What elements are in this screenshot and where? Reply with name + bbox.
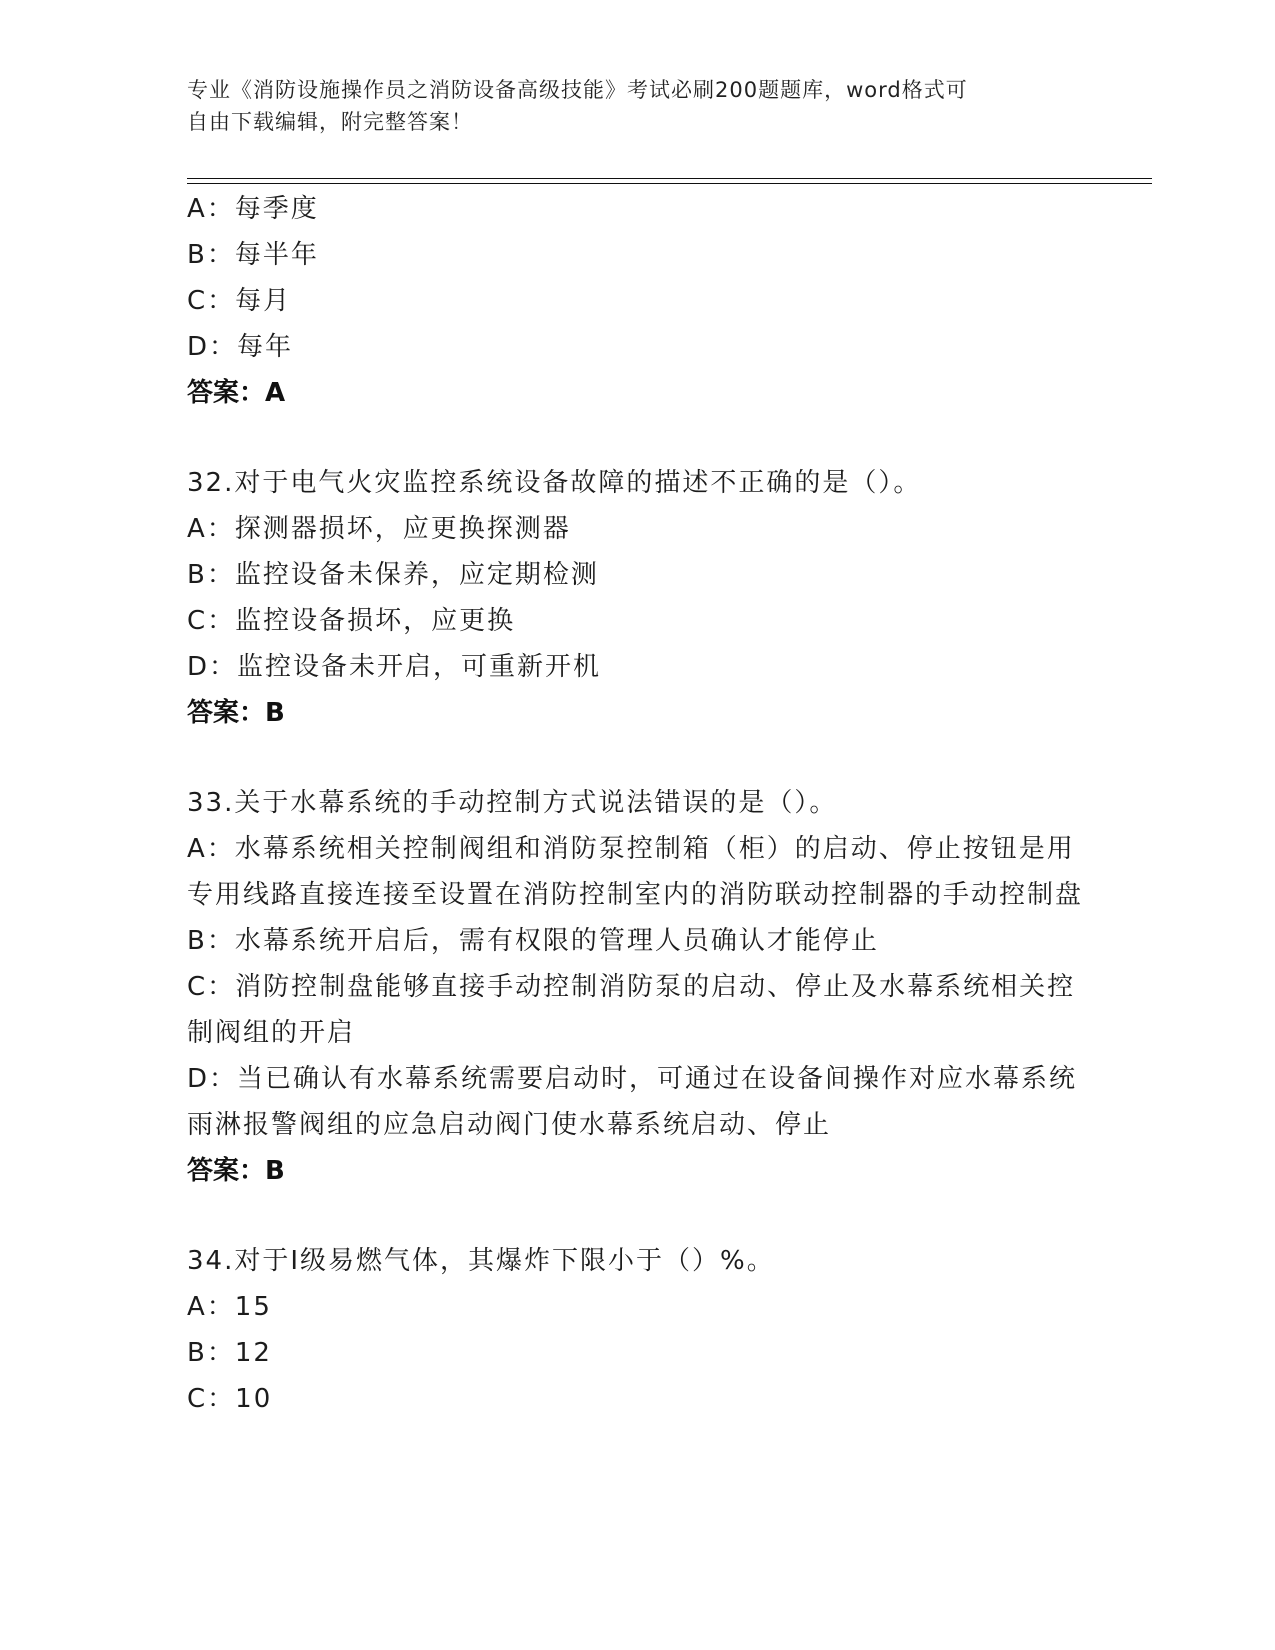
option-b: B：每半年 — [187, 240, 319, 270]
option-d: D：当已确认有水幕系统需要启动时，可通过在设备间操作对应水幕系统雨淋报警阀组的应急启动阀门使水幕系统启动、停止 — [187, 1064, 1078, 1140]
question-stem: 33.关于水幕系统的手动控制方式说法错误的是（）。 — [187, 788, 838, 818]
header-line-2: 自由下载编辑，附完整答案！ — [187, 110, 473, 134]
question-33 — [187, 780, 1087, 1194]
question-list — [187, 186, 1087, 1422]
question-stem: 32.对于电气火灾监控系统设备故障的描述不正确的是（）。 — [187, 468, 922, 498]
option-c: C：10 — [187, 1384, 273, 1414]
option-c: C：消防控制盘能够直接手动控制消防泵的启动、停止及水幕系统相关控制阀组的开启 — [187, 972, 1076, 1048]
option-b: B：水幕系统开启后，需有权限的管理人员确认才能停止 — [187, 926, 879, 956]
answer: 答案：B — [187, 698, 285, 728]
header-divider-bottom — [187, 183, 1152, 184]
header-divider-top — [187, 178, 1152, 179]
option-b: B：监控设备未保养，应定期检测 — [187, 560, 599, 590]
document-header — [187, 74, 1087, 138]
question-31 — [187, 186, 1087, 416]
option-a: A：水幕系统相关控制阀组和消防泵控制箱（柜）的启动、停止按钮是用专用线路直接连接至设置在消防控制室内的消防联动控制器的手动控制盘 — [187, 834, 1084, 910]
question-34 — [187, 1238, 1087, 1422]
option-d: D：每年 — [187, 332, 294, 362]
option-c: C：监控设备损坏，应更换 — [187, 606, 516, 636]
option-c: C：每月 — [187, 286, 292, 316]
answer: 答案：A — [187, 378, 286, 408]
option-d: D：监控设备未开启，可重新开机 — [187, 652, 602, 682]
option-a: A：15 — [187, 1292, 272, 1322]
question-stem: 34.对于Ⅰ级易燃气体，其爆炸下限小于（）%。 — [187, 1246, 775, 1276]
question-32 — [187, 460, 1087, 736]
option-a: A：探测器损坏，应更换探测器 — [187, 514, 571, 544]
answer: 答案：B — [187, 1156, 285, 1186]
option-a: A：每季度 — [187, 194, 319, 224]
header-line-1: 专业《消防设施操作员之消防设备高级技能》考试必刷200题题库，word格式可 — [187, 78, 968, 102]
option-b: B：12 — [187, 1338, 272, 1368]
